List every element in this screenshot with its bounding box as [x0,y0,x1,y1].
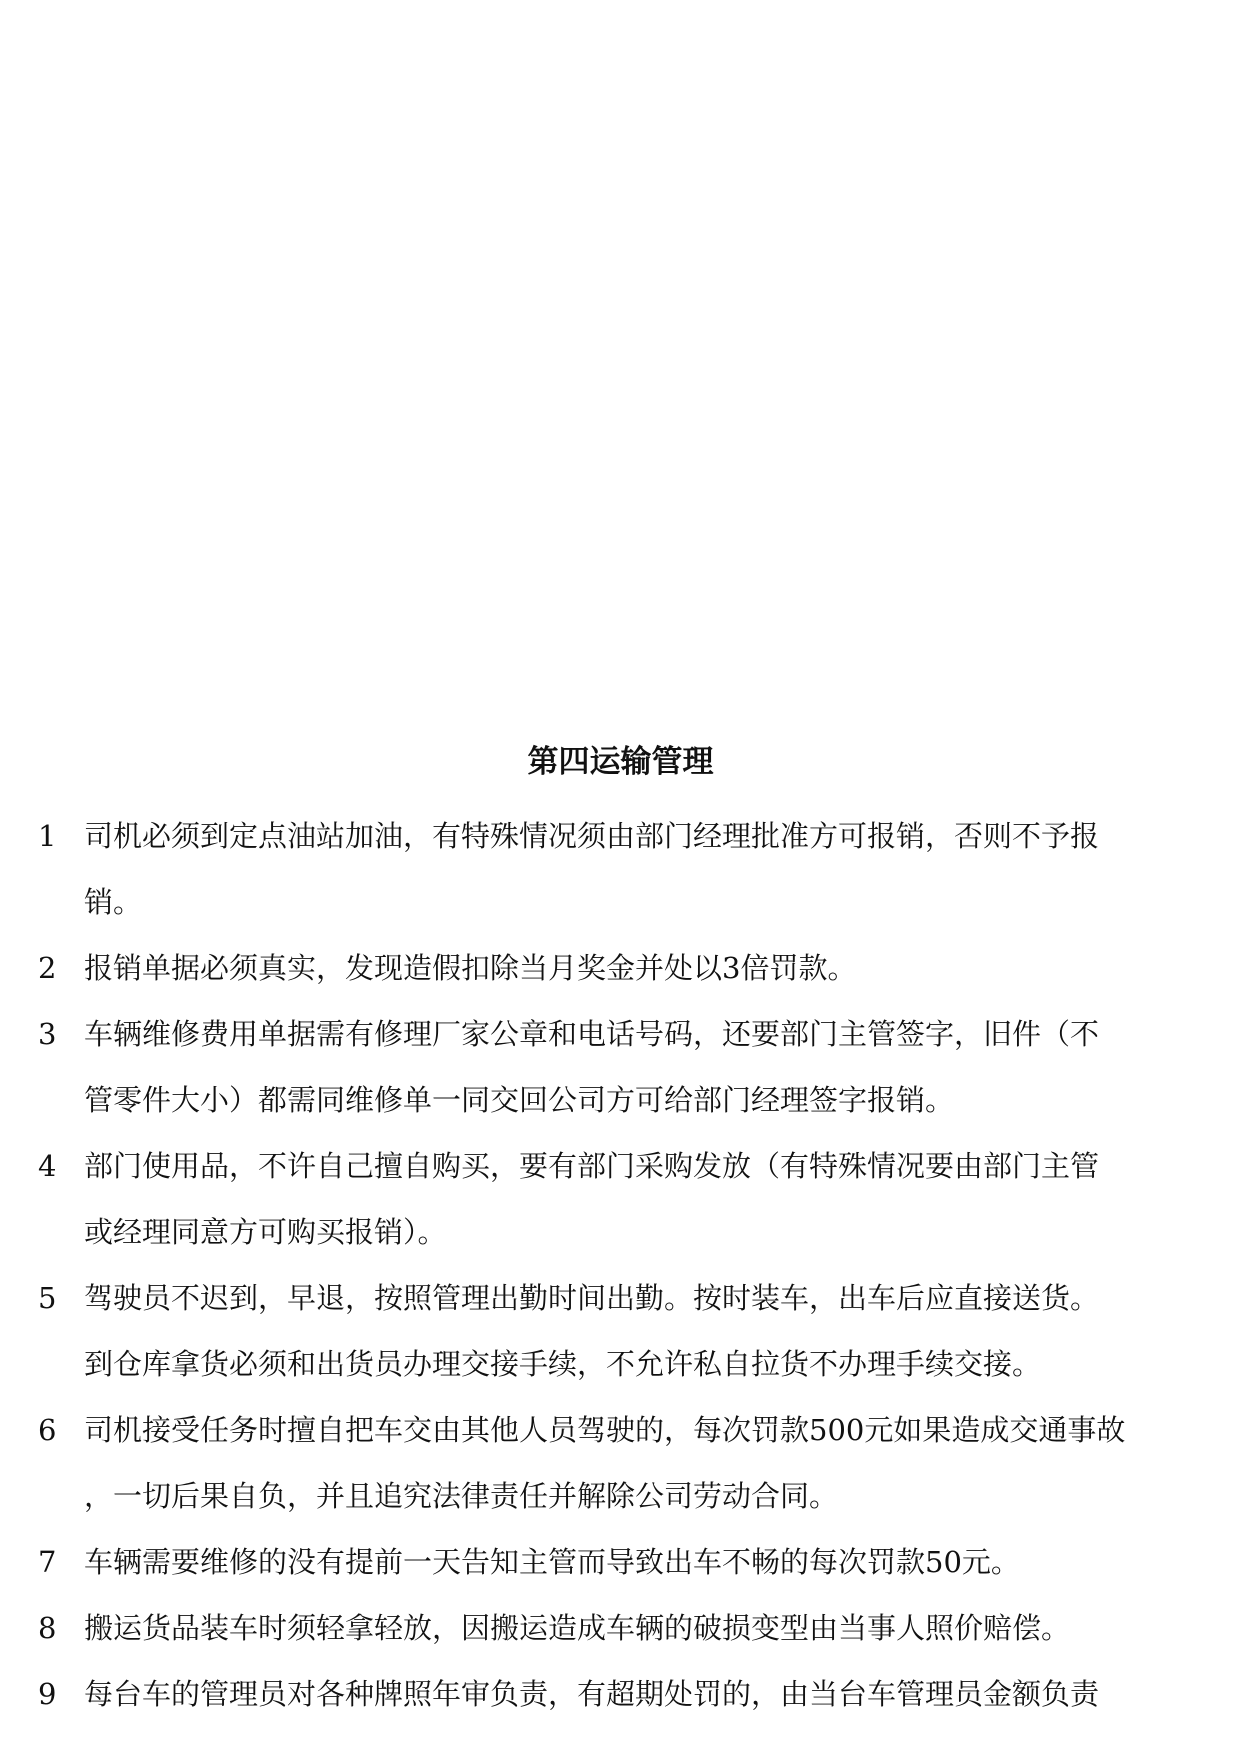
rule-text-line: 每台车的管理员对各种牌照年审负责，有超期处罚的，由当台车管理员金额负责 [84,1677,1100,1711]
rule-item-5 [38,1265,1208,1397]
rule-text-line: 司机必须到定点油站加油，有特殊情况须由部门经理批准方可报销，否则不予报 [84,819,1100,853]
rule-text-line: 车辆需要维修的没有提前一天告知主管而导致出车不畅的每次罚款50元。 [84,1545,1020,1579]
rule-text-line: 管零件大小）都需同维修单一同交回公司方可给部门经理签字报销。 [84,1083,955,1117]
rule-text-line: 司机接受任务时擅自把车交由其他人员驾驶的，每次罚款500元如果造成交通事故 [84,1413,1126,1447]
rule-text-line: 驾驶员不迟到，早退，按照管理出勤时间出勤。按时装车，出车后应直接送货。 [84,1281,1100,1315]
rule-number: 5 [38,1281,57,1315]
rule-item-2 [38,935,1208,1001]
rule-text-line: 销。 [84,885,143,919]
rule-item-7 [38,1529,1208,1595]
rule-text-line: 报销单据必须真实，发现造假扣除当月奖金并处以3倍罚款。 [84,951,857,985]
rule-item-8 [38,1595,1208,1661]
rule-item-3 [38,1001,1208,1133]
rule-text-line: ，一切后果自负，并且追究法律责任并解除公司劳动合同。 [84,1479,839,1513]
rule-text-line: 搬运货品装车时须轻拿轻放，因搬运造成车辆的破损变型由当事人照价赔偿。 [84,1611,1071,1645]
rule-number: 3 [38,1017,57,1051]
rule-text-line: 或经理同意方可购买报销）。 [84,1215,447,1249]
rule-item-1 [38,803,1208,935]
rule-item-4 [38,1133,1208,1265]
rule-text-line: 部门使用品，不许自己擅自购买，要有部门采购发放（有特殊情况要由部门主管 [84,1149,1100,1183]
rules-list [38,803,1208,1727]
rule-number: 4 [38,1149,57,1183]
rule-number: 2 [38,951,57,985]
rule-number: 7 [38,1545,57,1579]
rule-number: 8 [38,1611,57,1645]
rule-item-9 [38,1661,1208,1727]
rule-number: 6 [38,1413,57,1447]
rule-item-6 [38,1397,1208,1529]
rule-number: 1 [38,819,57,853]
section-title: 第四运输管理 [527,744,714,780]
rule-text-line: 到仓库拿货必须和出货员办理交接手续，不允许私自拉货不办理手续交接。 [84,1347,1042,1381]
rule-number: 9 [38,1677,57,1711]
rule-text-line: 车辆维修费用单据需有修理厂家公章和电话号码，还要部门主管签字，旧件（不 [84,1017,1100,1051]
